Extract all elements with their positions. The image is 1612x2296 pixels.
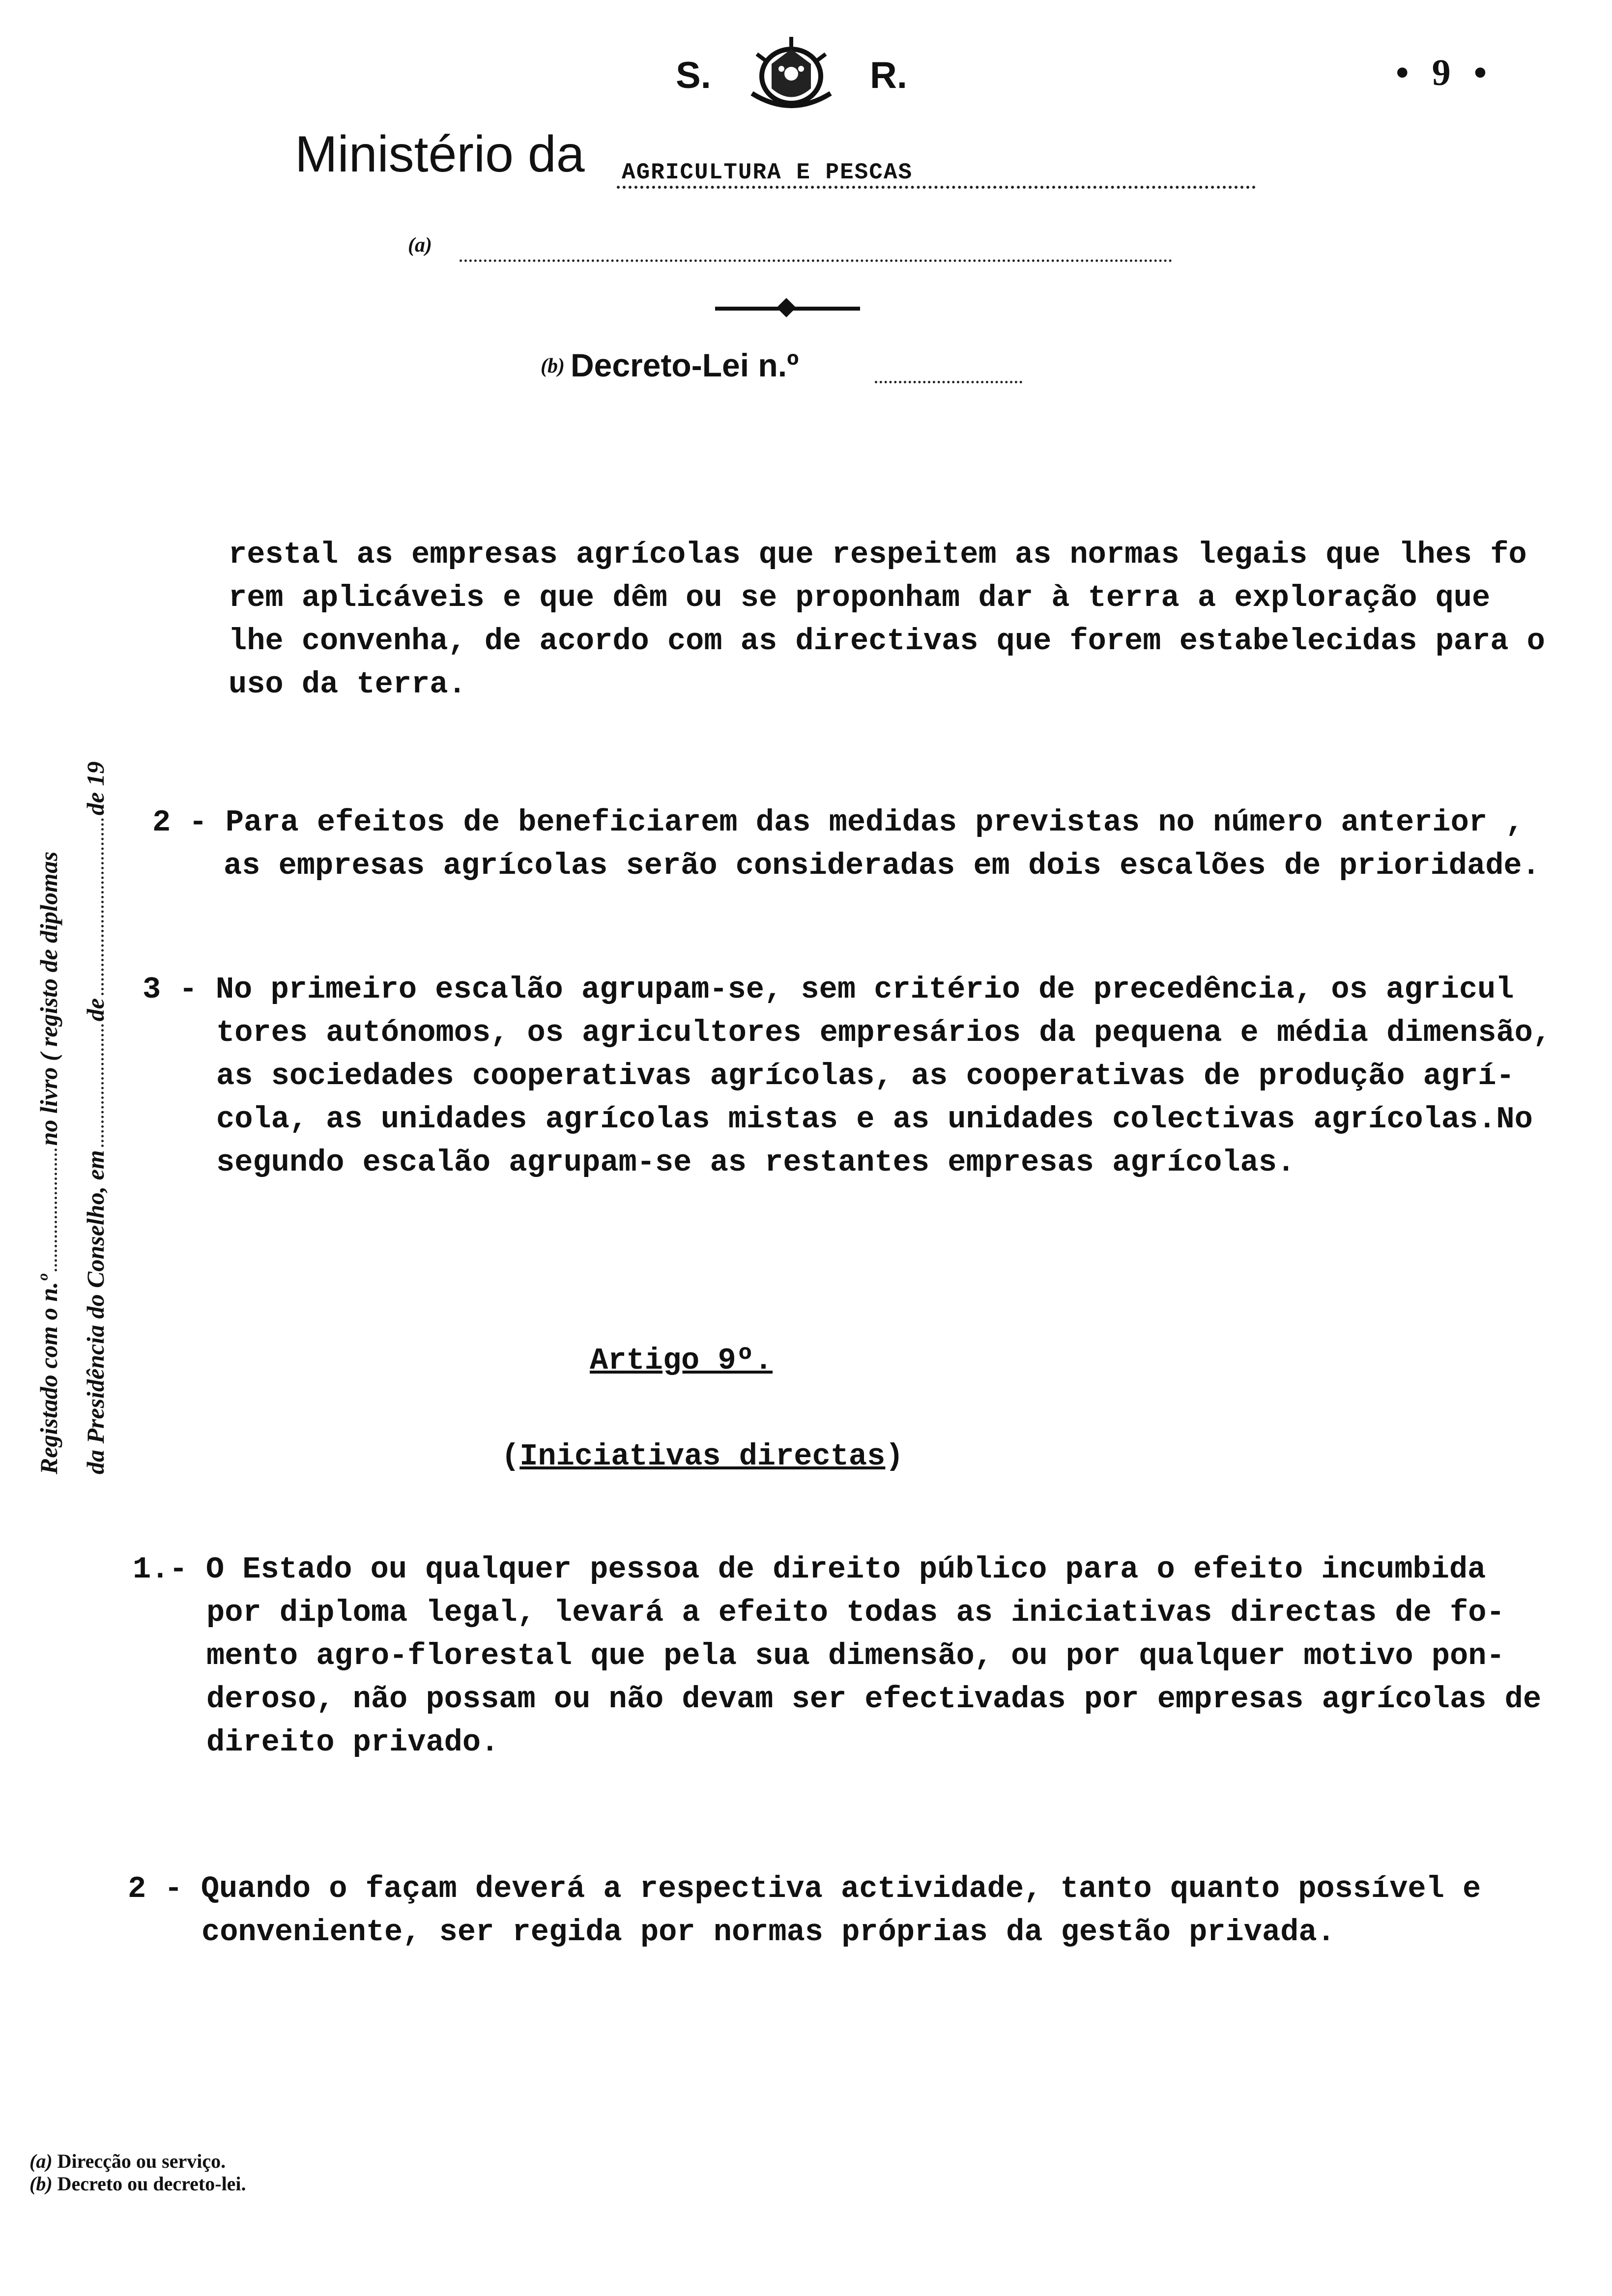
margin-line-2: da Presidência do Conselho, emdede 19 <box>82 761 109 1474</box>
page-number: • 9 • <box>1396 52 1494 93</box>
article-subtitle: (Iniciativas directas) <box>501 1439 904 1474</box>
text-line: segundo escalão agrupam-se as restantes empresas agrícolas. <box>216 1145 1295 1180</box>
text-line: tores autónomos, os agricultores empresários da pequena e média dimensão, <box>216 1015 1552 1050</box>
text-line: rem aplicáveis e que dêm ou se proponham dar à terra a exploração que <box>229 580 1491 615</box>
ministry-prefix: Ministério da <box>295 126 585 183</box>
article-9-paragraph-2 <box>128 1867 1481 1954</box>
text-line: mento agro-florestal que pela sua dimensão, ou por qualquer motivo pon- <box>206 1638 1505 1673</box>
footnote-a: (a) Direcção ou serviço. <box>29 2150 226 2172</box>
text-line: 3 - No primeiro escalão agrupam-se, sem critério de precedência, os agricul <box>143 972 1514 1007</box>
text-line: as sociedades cooperativas agrícolas, as cooperativas de produção agrí- <box>216 1059 1515 1093</box>
field-a-label: (a) <box>408 234 432 257</box>
text-line: deroso, não possam ou não devam ser efectivadas por empresas agrícolas de <box>206 1682 1542 1717</box>
seal-letter-s: S. <box>676 55 711 96</box>
text-line: cola, as unidades agrícolas mistas e as unidades colectivas agrícolas.No <box>216 1102 1533 1137</box>
decreto-lei-field <box>541 346 799 384</box>
article-9-paragraph-1 <box>133 1548 1541 1764</box>
decreto-dotted-line <box>875 381 1022 383</box>
text-line: 1.- O Estado ou qualquer pessoa de direito público para o efeito incumbida <box>133 1552 1486 1587</box>
divider-diamond-icon <box>777 298 796 317</box>
text-line: lhe convenha, de acordo com as directivas que forem estabelecidas para o <box>229 624 1545 659</box>
field-b-label: (b) <box>541 355 565 377</box>
text-line: por diploma legal, levará a efeito todas as iniciativas directas de fo- <box>206 1595 1505 1630</box>
decreto-label: Decreto-Lei n.º <box>570 347 799 383</box>
text-line: direito privado. <box>206 1725 499 1760</box>
text-line: restal as empresas agrícolas que respeitem as normas legais que lhes fo <box>229 537 1527 572</box>
text-line: 2 - Para efeitos de beneficiarem das medidas previstas no número anterior , <box>152 805 1524 840</box>
margin-line-1: Registado com o n.ºno livro ( registo de diplomas <box>35 851 62 1474</box>
paragraph-continuation <box>229 533 1545 706</box>
paragraph-2 <box>152 801 1540 888</box>
margin-registration-note <box>34 541 147 1474</box>
ministry-name: AGRICULTURA E PESCAS <box>622 160 913 185</box>
field-a-dotted-line <box>460 259 1172 262</box>
ministry-dotted-line <box>617 186 1256 189</box>
article-title: Artigo 9º. <box>590 1343 773 1378</box>
text-line: 2 - Quando o façam deverá a respectiva actividade, tanto quanto possível e <box>128 1871 1481 1906</box>
paragraph-3 <box>143 968 1551 1184</box>
footnotes <box>29 2150 246 2195</box>
coat-of-arms-emblem-icon <box>742 34 840 113</box>
seal-letter-r: R. <box>870 55 907 96</box>
text-line: as empresas agrícolas serão consideradas em dois escalões de prioridade. <box>224 848 1540 883</box>
footnote-b: (b) Decreto ou decreto-lei. <box>29 2173 246 2195</box>
text-line: uso da terra. <box>229 667 466 702</box>
text-line: conveniente, ser regida por normas próprias da gestão privada. <box>202 1915 1335 1950</box>
